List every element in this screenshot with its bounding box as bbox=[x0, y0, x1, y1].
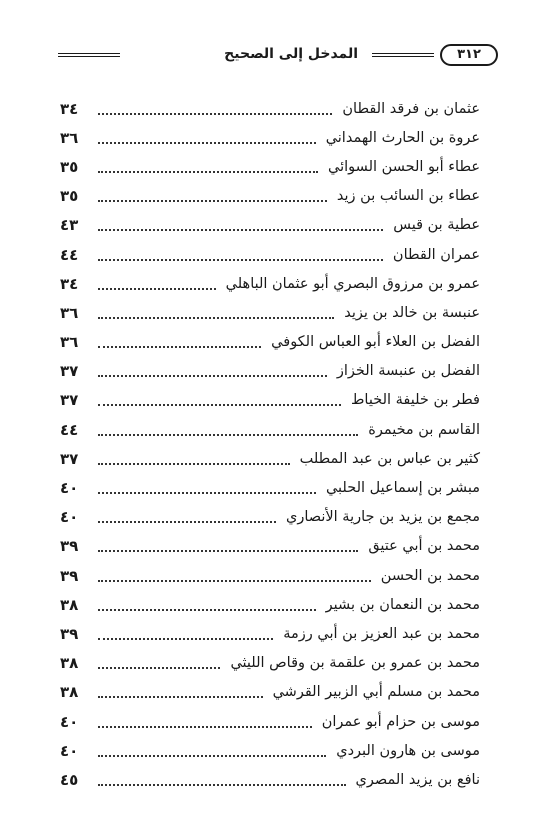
entry-name: الفضل بن العلاء أبو العباس الكوفي bbox=[271, 334, 480, 351]
page-header bbox=[58, 40, 498, 70]
index-entry bbox=[60, 561, 480, 590]
entry-name: محمد بن مسلم أبي الزبير القرشي bbox=[272, 684, 480, 701]
entry-name: محمد بن عمرو بن علقمة بن وقاص الليثي bbox=[230, 655, 480, 672]
entry-page-number: ٤٤ bbox=[60, 245, 79, 264]
dot-leader bbox=[98, 317, 334, 319]
entry-page-number: ٤٥ bbox=[60, 770, 79, 789]
index-entry bbox=[60, 328, 480, 357]
index-entry bbox=[60, 269, 480, 298]
header-rule bbox=[58, 53, 120, 57]
index-entry bbox=[60, 503, 480, 532]
dot-leader bbox=[98, 550, 358, 552]
dot-leader bbox=[98, 609, 316, 611]
entry-page-number: ٣٩ bbox=[60, 537, 79, 556]
entry-name: عمران القطان bbox=[392, 246, 480, 263]
entry-name: عطاء أبو الحسن السوائي bbox=[328, 158, 480, 175]
index-entry bbox=[60, 94, 480, 123]
dot-leader bbox=[98, 521, 276, 523]
entry-page-number: ٣٧ bbox=[60, 449, 79, 468]
dot-leader bbox=[98, 288, 216, 290]
entry-name: عثمان بن فرقد القطان bbox=[342, 100, 480, 117]
entry-name: عطاء بن السائب بن زيد bbox=[336, 188, 480, 205]
entry-page-number: ٣٨ bbox=[60, 683, 79, 702]
entry-page-number: ٤٠ bbox=[60, 712, 79, 731]
entry-page-number: ٣٤ bbox=[60, 274, 79, 293]
index-entry bbox=[60, 211, 480, 240]
entry-name: عمرو بن مرزوق البصري أبو عثمان الباهلي bbox=[225, 275, 480, 292]
index-entry bbox=[60, 444, 480, 473]
dot-leader bbox=[98, 142, 316, 144]
entry-name: موسى بن هارون البردي bbox=[336, 742, 480, 759]
entry-name: عطية بن قيس bbox=[393, 217, 480, 234]
entry-name: موسى بن حزام أبو عمران bbox=[321, 713, 480, 730]
entry-page-number: ٣٩ bbox=[60, 566, 79, 585]
index-entry bbox=[60, 590, 480, 619]
index-entry bbox=[60, 123, 480, 152]
index-entry bbox=[60, 736, 480, 765]
entry-page-number: ٣٧ bbox=[60, 391, 79, 410]
entry-page-number: ٣٥ bbox=[60, 157, 79, 176]
dot-leader bbox=[98, 200, 327, 202]
index-entry bbox=[60, 240, 480, 269]
dot-leader bbox=[98, 726, 312, 728]
entry-name: نافع بن يزيد المصري bbox=[355, 771, 480, 788]
page-number: ٣١٢ bbox=[440, 44, 498, 66]
dot-leader bbox=[98, 638, 273, 640]
index-entry bbox=[60, 619, 480, 648]
entry-name: القاسم بن مخيمرة bbox=[368, 421, 480, 438]
entry-page-number: ٣٩ bbox=[60, 624, 79, 643]
entry-name: محمد بن أبي عتيق bbox=[368, 538, 480, 555]
entry-name: كثير بن عباس بن عبد المطلب bbox=[299, 450, 480, 467]
entry-name: فطر بن خليفة الخياط bbox=[351, 392, 480, 409]
index-entry bbox=[60, 152, 480, 181]
dot-leader bbox=[98, 229, 383, 231]
dot-leader bbox=[98, 113, 332, 115]
index-entry bbox=[60, 357, 480, 386]
index-entry bbox=[60, 386, 480, 415]
index-entry bbox=[60, 532, 480, 561]
index-entry bbox=[60, 678, 480, 707]
entry-page-number: ٣٨ bbox=[60, 654, 79, 673]
dot-leader bbox=[98, 696, 263, 698]
index-entry bbox=[60, 473, 480, 502]
dot-leader bbox=[98, 375, 327, 377]
entry-page-number: ٤٠ bbox=[60, 508, 79, 527]
dot-leader bbox=[98, 580, 371, 582]
entry-page-number: ٣٤ bbox=[60, 99, 79, 118]
dot-leader bbox=[98, 667, 220, 669]
dot-leader bbox=[98, 784, 346, 786]
entry-name: مجمع بن يزيد بن جارية الأنصاري bbox=[286, 509, 480, 526]
entry-page-number: ٤٤ bbox=[60, 420, 79, 439]
dot-leader bbox=[98, 434, 358, 436]
entry-page-number: ٣٦ bbox=[60, 303, 79, 322]
index-list bbox=[60, 94, 480, 795]
entry-name: عنبسة بن خالد بن يزيد bbox=[344, 304, 480, 321]
dot-leader bbox=[98, 346, 261, 348]
dot-leader bbox=[98, 463, 290, 465]
entry-page-number: ٤٣ bbox=[60, 216, 79, 235]
dot-leader bbox=[98, 259, 383, 261]
dot-leader bbox=[98, 404, 341, 406]
entry-name: محمد بن الحسن bbox=[380, 567, 480, 584]
entry-page-number: ٤٠ bbox=[60, 741, 79, 760]
index-entry bbox=[60, 649, 480, 678]
index-entry bbox=[60, 765, 480, 794]
entry-name: عروة بن الحارث الهمداني bbox=[325, 129, 480, 146]
entry-page-number: ٣٦ bbox=[60, 333, 79, 352]
index-entry bbox=[60, 182, 480, 211]
entry-name: محمد بن عبد العزيز بن أبي رزمة bbox=[283, 625, 480, 642]
dot-leader bbox=[98, 171, 318, 173]
entry-page-number: ٣٨ bbox=[60, 595, 79, 614]
entry-name: الفضل بن عنبسة الخزاز bbox=[336, 363, 480, 380]
entry-page-number: ٣٥ bbox=[60, 187, 79, 206]
dot-leader bbox=[98, 492, 316, 494]
index-entry bbox=[60, 415, 480, 444]
header-rule bbox=[372, 53, 434, 57]
running-title: المدخل إلى الصحيح bbox=[224, 46, 358, 62]
entry-name: مبشر بن إسماعيل الحلبي bbox=[325, 480, 480, 497]
entry-page-number: ٤٠ bbox=[60, 479, 79, 498]
entry-name: محمد بن النعمان بن بشير bbox=[325, 596, 480, 613]
index-entry bbox=[60, 707, 480, 736]
dot-leader bbox=[98, 755, 326, 757]
entry-page-number: ٣٦ bbox=[60, 128, 79, 147]
index-entry bbox=[60, 298, 480, 327]
entry-page-number: ٣٧ bbox=[60, 362, 79, 381]
